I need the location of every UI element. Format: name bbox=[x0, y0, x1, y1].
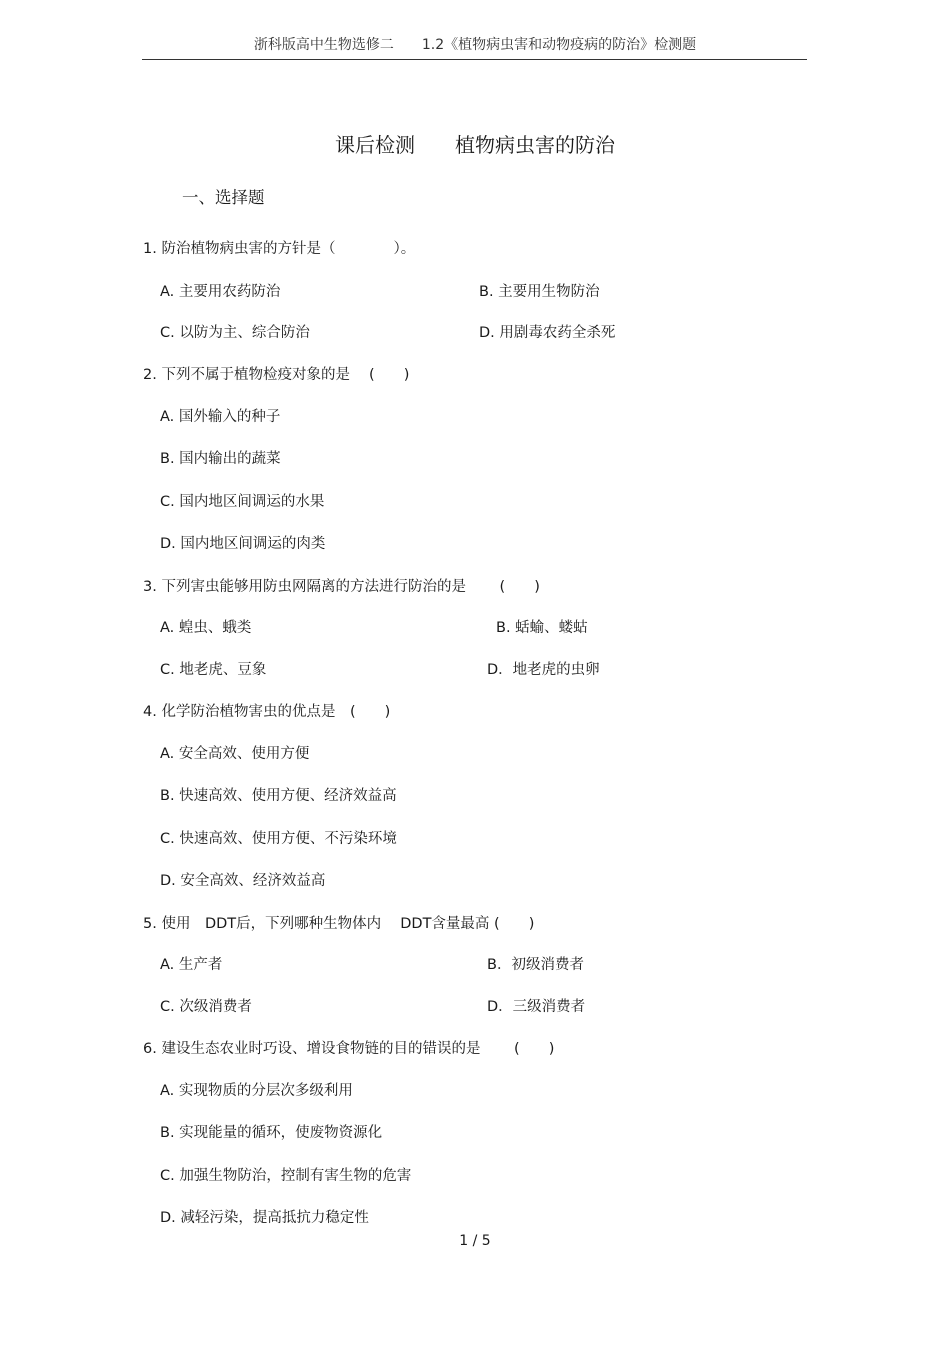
question-6-option-b: B. 实现能量的循环，使废物资源化 bbox=[160, 1125, 383, 1141]
question-2-option-b: B. 国内输出的蔬菜 bbox=[160, 451, 281, 467]
question-1-option-a: A. 主要用农药防治 bbox=[160, 284, 281, 300]
question-2-option-a: A. 国外输入的种子 bbox=[160, 409, 281, 425]
section-heading: 一、选择题 bbox=[182, 188, 265, 207]
question-3-option-d: D．地老虎的虫卵 bbox=[487, 662, 600, 678]
question-2-stem: 2. 下列不属于植物检疫对象的是 ( ) bbox=[143, 367, 410, 383]
question-1-option-c: C. 以防为主、综合防治 bbox=[160, 325, 310, 341]
question-1-option-d: D. 用剧毒农药全杀死 bbox=[479, 325, 616, 341]
question-6-option-c: C. 加强生物防治，控制有害生物的危害 bbox=[160, 1168, 412, 1184]
question-4-option-d: D. 安全高效、经济效益高 bbox=[160, 873, 326, 889]
question-3-stem: 3. 下列害虫能够用防虫网隔离的方法进行防治的是 ( ) bbox=[143, 579, 540, 595]
question-6-option-a: A. 实现物质的分层次多级利用 bbox=[160, 1083, 353, 1099]
question-1-option-b: B. 主要用生物防治 bbox=[479, 284, 600, 300]
header-divider bbox=[142, 59, 807, 60]
question-4-stem: 4. 化学防治植物害虫的优点是 ( ) bbox=[143, 704, 391, 720]
question-6-option-d: D. 减轻污染，提高抵抗力稳定性 bbox=[160, 1210, 369, 1226]
question-3-option-c: C. 地老虎、豆象 bbox=[160, 662, 267, 678]
question-1-stem: 1. 防治植物病虫害的方针是（ ）。 bbox=[143, 241, 416, 257]
question-6-stem: 6. 建设生态农业时巧设、增设食物链的目的错误的是 ( ) bbox=[143, 1041, 555, 1057]
question-4-option-c: C. 快速高效、使用方便、不污染环境 bbox=[160, 831, 397, 847]
page-number: 1 / 5 bbox=[459, 1233, 491, 1249]
question-5-stem: 5. 使用 DDT后，下列哪种生物体内 DDT含量最高 ( ) bbox=[143, 916, 535, 932]
question-2-option-d: D. 国内地区间调运的肉类 bbox=[160, 536, 326, 552]
question-3-option-b: B. 蛞蝓、蝼蛄 bbox=[496, 620, 588, 636]
page-title: 课后检测 植物病虫害的防治 bbox=[335, 133, 615, 157]
question-4-option-a: A. 安全高效、使用方便 bbox=[160, 746, 310, 762]
question-5-option-a: A. 生产者 bbox=[160, 957, 223, 973]
page-header: 浙科版高中生物选修二 1.2《植物病虫害和动物疫病的防治》检测题 bbox=[253, 37, 697, 53]
question-2-option-c: C. 国内地区间调运的水果 bbox=[160, 494, 325, 510]
question-3-option-a: A. 蝗虫、蛾类 bbox=[160, 620, 252, 636]
question-4-option-b: B. 快速高效、使用方便、经济效益高 bbox=[160, 788, 397, 804]
question-5-option-c: C. 次级消费者 bbox=[160, 999, 252, 1015]
question-5-option-b: B．初级消费者 bbox=[487, 957, 584, 973]
question-5-option-d: D．三级消费者 bbox=[487, 999, 586, 1015]
